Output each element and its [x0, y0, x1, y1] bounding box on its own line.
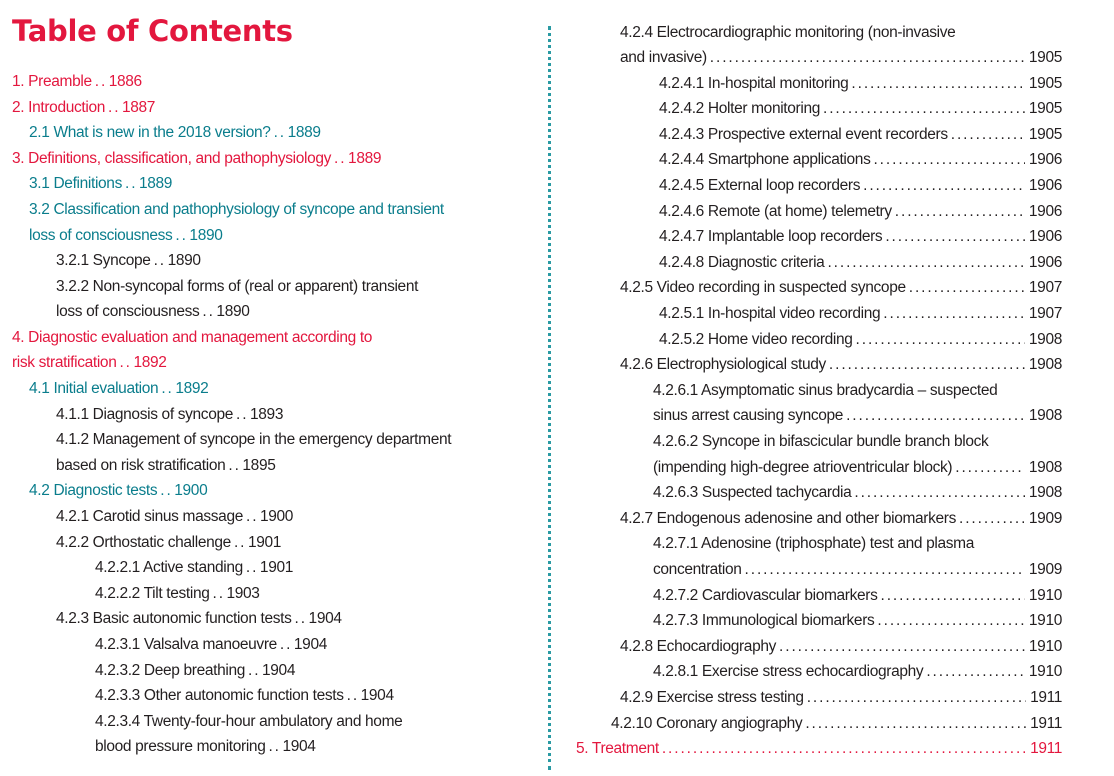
toc-entry[interactable]: 4.2.4.7 Implantable loop recorders . . . 1906 — [659, 224, 1062, 250]
toc-entry[interactable]: 4.2.5 Video recording in suspected syncope . . . 1907 — [620, 275, 1062, 301]
toc-entry[interactable]: 4.2.8.1 Exercise stress echocardiography . . . 1910 — [653, 659, 1062, 685]
toc-entry[interactable]: 4.2.4.2 Holter monitoring . . . 1905 — [659, 96, 1062, 122]
toc-entry[interactable]: 4.2.7.1 Adenosine (triphosphate) test and plasma — [653, 535, 974, 552]
toc-entry[interactable]: sinus arrest causing syncope . . . 1908 — [653, 403, 1062, 429]
toc-entry[interactable]: 4.2.9 Exercise stress testing . . . 1911 — [620, 685, 1062, 711]
toc-entry[interactable]: 4.2.6.1 Asymptomatic sinus bradycardia – suspected — [653, 382, 998, 399]
toc-entry[interactable]: 4.2.4.5 External loop recorders . . . 1906 — [659, 173, 1062, 199]
toc-entry[interactable]: and invasive) . . . 1905 — [620, 45, 1062, 71]
page-title: Table of Contents — [12, 14, 293, 48]
toc-page: Table of Contents 1. Preamble . . . 1886 2. Introduction . . . 1887 2.1 What is new in the 2018 version? . . . 1889 3. Definitions, classification, and pathophysiology . . . 1889 3.1 Definitions . . . 1889 3.2 Classification and pathophysiology of syncope and transient loss of consciousness . . . 1890 3.2.1 Syncope . . . 1890 3.2.2 Non-syncopal forms of (real or apparent) transient loss of consciousness . . . 1890 4. Diagnostic evaluation and management according to risk stratification . . . 1892 4.1 Initial evaluation . . . 1892 4.1.1 Diagnosis of syncope . . . 1893 4.1.2 Management of syncope in the emergency department based on risk stratification . . . 1895 4.2 Diagnostic tests . . . 1900 4.2.1 Carotid sinus massage . . . 1900 4.2.2 Orthostatic challenge . . . 1901 4.2.2.1 Active standing . . . 1901 4.2.2.2 Tilt testing . . . 1903 4.2.3 Basic autonomic function tests . . . 1904 4.2.3.1 Valsalva manoeuvre . . . 1904 4.2.3.2 Deep breathing . . . 1904 4.2.3.3 Other autonomic function tests . . . 1904 4.2.3.4 Twenty-four-hour ambulatory and home blood pressure monitoring . . . 1904 4.2.4 Electrocardiographic monitoring (non-invasive and invasive) . . . 1905 4.2.4.1 In-hospital monitoring . . . 1905 4.2.4.2 Holter monitoring . . . 1905 4.2.4.3 Prospective external event recorders . . . 1905 4.2.4.4 Smartphone applications . . . 1906 4.2.4.5 External loop recorders . . . 1906 4.2.4.6 Remote (at home) telemetry . . . 1906 4.2.4.7 Implantable loop recorders . . . 1906 4.2.4.8 Diagnostic criteria . . . 1906 4.2.5 Video recording in suspected syncope . . . 1907 4.2.5.1 In-hospital video recording . . . 1907 4.2.5.2 Home video recording . . . 1908 4.2.6 Electrophysiological study . . . 1908 4.2.6.1 Asymptomatic sinus bradycardia – suspected sinus arrest causing syncope . . . 1908 4.2.6.2 Syncope in bifascicular bundle branch block (impending high-degree atrioventricular block) . . . 1908 4.2.6.3 Suspected tachycardia . . . 1908 4.2.7 Endogenous adenosine and other biomarkers . . . 1909 4.2.7.1 Adenosine (triphosphate) test and plasma concentration . . . 1909 4.2.7.2 Cardiovascular biomarkers . . . 1910 4.2.7.3 Immunological biomarkers . . . 1910 4.2.8 Echocardiography . . . 1910 4.2.8.1 Exercise stress echocardiography . . . 1910 4.2.9 Exercise stress testing . . . 1911 4.2.10 Coronary angiography . . . 1911 5. Treatment . . . 1911 — [0, 0, 1114, 776]
toc-entry[interactable]: 4.2.8 Echocardiography . . . 1910 — [620, 634, 1062, 660]
toc-entry[interactable]: 4.2.5.2 Home video recording . . . 1908 — [659, 327, 1062, 353]
toc-entry[interactable]: 4.2.4.1 In-hospital monitoring . . . 1905 — [659, 71, 1062, 97]
toc-entry[interactable]: 4.2.4.4 Smartphone applications . . . 1906 — [659, 147, 1062, 173]
toc-entry[interactable]: 4.2.4.8 Diagnostic criteria . . . 1906 — [659, 250, 1062, 276]
column-divider — [548, 26, 551, 770]
toc-entry[interactable]: 4.2.6.3 Suspected tachycardia . . . 1908 — [653, 480, 1062, 506]
toc-entry[interactable]: 4.2.7 Endogenous adenosine and other biomarkers . . . 1909 — [620, 506, 1062, 532]
toc-entry[interactable]: 4.2.4.3 Prospective external event recorders . . . 1905 — [659, 122, 1062, 148]
toc-entry[interactable]: concentration . . . 1909 — [653, 557, 1062, 583]
toc-entry[interactable]: 4.2.7.3 Immunological biomarkers . . . 1910 — [653, 608, 1062, 634]
toc-entry[interactable]: 4.2.6 Electrophysiological study . . . 1908 — [620, 352, 1062, 378]
toc-entry[interactable]: 4.2.4.6 Remote (at home) telemetry . . . 1906 — [659, 199, 1062, 225]
toc-entry[interactable]: 4.2.5.1 In-hospital video recording . . . 1907 — [659, 301, 1062, 327]
toc-entry[interactable]: (impending high-degree atrioventricular block) . . . 1908 — [653, 455, 1062, 481]
toc-entry[interactable]: 4.2.10 Coronary angiography . . . 1911 — [611, 711, 1062, 737]
toc-entry[interactable]: 4.2.4 Electrocardiographic monitoring (non-invasive — [620, 24, 956, 41]
toc-entry[interactable]: 4.2.6.2 Syncope in bifascicular bundle branch block — [653, 433, 989, 450]
toc-entry[interactable]: 4.2.7.2 Cardiovascular biomarkers . . . 1910 — [653, 583, 1062, 609]
toc-entry[interactable]: 5. Treatment . . . 1911 — [576, 736, 1062, 762]
